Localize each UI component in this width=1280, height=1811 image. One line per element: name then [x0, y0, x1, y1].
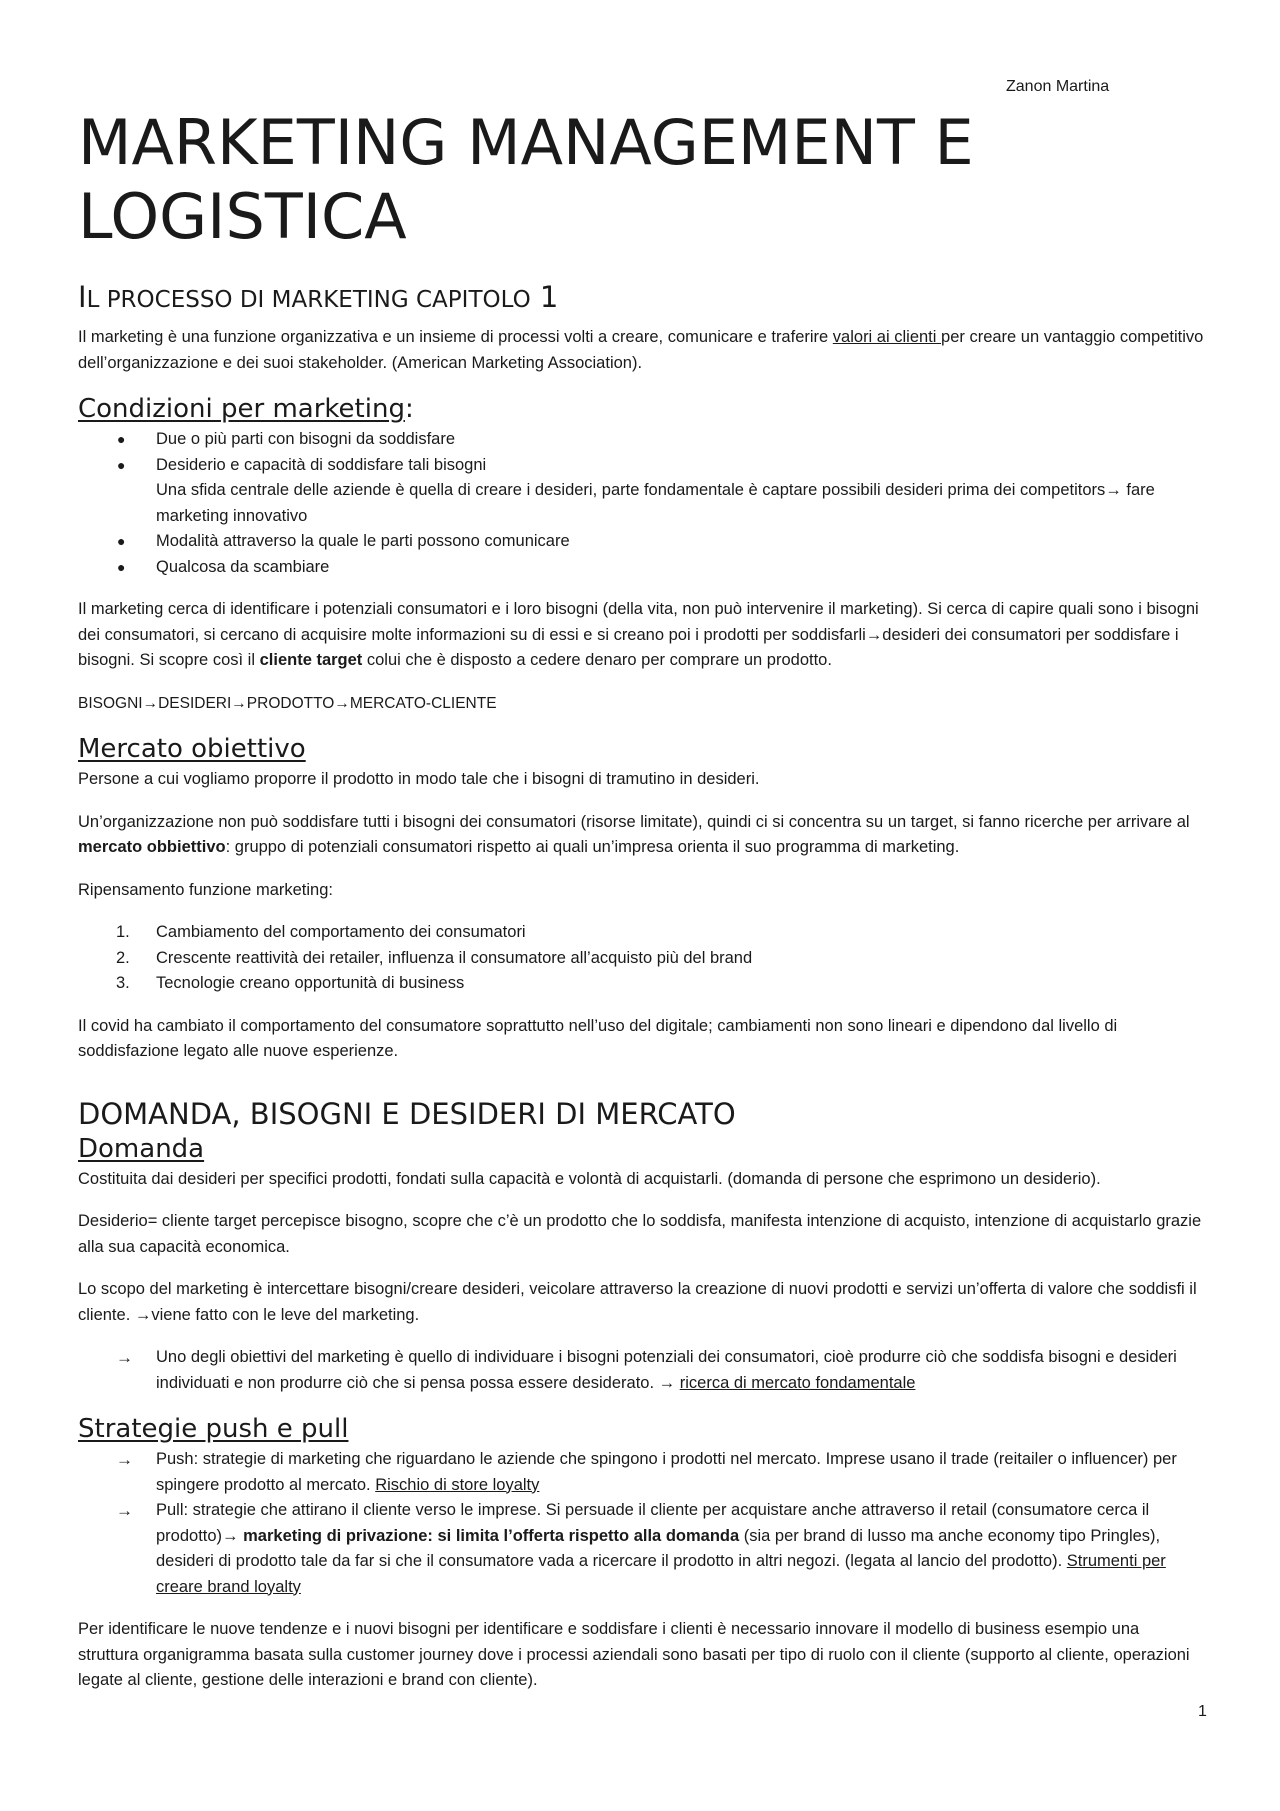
- intro-paragraph: Il marketing è una funzione organizzativa e un insieme di processi volti a creare, comunicare e traferire valori ai clienti per creare un vantaggio competitivo dell’organizzazione e dei suoi stakeholder. (American Marketing Association).: [78, 328, 1204, 372]
- brand-loyalty-link: Strumenti per creare brand loyalty: [156, 1552, 1166, 1596]
- list-item: ● Desiderio e capacità di soddisfare tali bisogni Una sfida centrale delle aziende è quella di creare i desideri, parte fondamentale è captare possibili desideri prima dei competitors→ fare marketing innovativo: [78, 453, 1204, 530]
- section-heading-domanda: DOMANDA, BISOGNI E DESIDERI DI MERCATO: [78, 1096, 736, 1131]
- heading-chapter-num: 1: [530, 280, 559, 314]
- arrow-icon: →: [1105, 481, 1122, 499]
- valori-link: valori ai clienti: [832, 328, 942, 346]
- paragraph-bisogni: Il marketing cerca di identificare i potenziali consumatori e i loro bisogni (della vita, non può intervenire il marketing). Si cerca di capire quali sono i bisogni dei consumatori, si cercano di acquisire molte informazioni su di essi e si creano poi i prodotti per soddisfarli→desideri dei consumatori per soddisfare i bisogni. Si scopre così il cliente target colui che è disposto a cedere denaro per comprare un prodotto.: [78, 600, 1199, 669]
- domanda-heading: Domanda: [78, 1133, 205, 1164]
- cliente-target-bold: cliente target: [259, 651, 363, 669]
- store-loyalty-link: Rischio di store loyalty: [375, 1475, 540, 1494]
- list-item: ● Due o più parti con bisogni da soddisfare: [78, 427, 1204, 453]
- domanda-p2: Desiderio= cliente target percepisce bisogno, scopre che c’è un prodotto che lo soddisfa, manifesta intenzione di acquisto, intenzione di acquistarlo grazie alla sua capacità economica.: [78, 1212, 1202, 1256]
- mercato-p3: Ripensamento funzione marketing:: [78, 880, 333, 899]
- arrow-icon: →: [222, 1526, 239, 1545]
- flow-line: BISOGNI→DESIDERI→PRODOTTO→MERCATO-CLIENTE: [78, 694, 497, 712]
- arrow-icon: →: [658, 1373, 676, 1392]
- bullet-icon: ●: [117, 533, 126, 549]
- list-item: 2. Crescente reattività dei retailer, influenza il consumatore all’acquisto più del brand: [116, 948, 753, 967]
- mercato-heading: Mercato obiettivo: [78, 734, 306, 764]
- list-item: → Uno degli obiettivi del marketing è quello di individuare i bisogni potenziali dei consumatori, cioè produrre ciò che soddisfa bisogni e desideri individuati e non produrre ciò che si pensa possa essere desiderato. → ricerca di mercato fondamentale: [78, 1345, 1204, 1396]
- list-item: ● Modalità attraverso la quale le parti possono comunicare: [78, 529, 1204, 555]
- heading-cap: I: [78, 280, 87, 314]
- section-heading-processo: [78, 278, 1204, 319]
- arrow-icon: →: [865, 625, 883, 644]
- mercato-p4: Il covid ha cambiato il comportamento del consumatore soprattutto nell’uso del digitale; cambiamenti non sono lineari e dipendono dal livello di soddisfazione legato alle nuove esperienze.: [78, 1016, 1118, 1060]
- strategie-list: [78, 1447, 1204, 1600]
- conditions-heading: Condizioni per marketing:: [78, 394, 414, 424]
- final-paragraph: Per identificare le nuove tendenze e i nuovi bisogni per identificare e soddisfare i clienti è necessario innovare il modello di business esempio una struttura organigramma basata sulla customer journey dove i processi aziendali sono basati per tipo di ruolo con il cliente (supporto al cliente, operazioni legate al cliente, gestione delle interazioni e brand con cliente).: [78, 1620, 1190, 1689]
- conditions-list: [78, 427, 1204, 580]
- bullet-icon: ●: [117, 456, 126, 473]
- bullet-icon: ●: [117, 558, 126, 575]
- domanda-p1: Costituita dai desideri per specifici prodotti, fondati sulla capacità e volontà di acquistarli. (domanda di persone che esprimono un desiderio).: [78, 1169, 1101, 1188]
- heading-chapter: CAPITOLO: [416, 287, 531, 313]
- document-title: MARKETING MANAGEMENT E LOGISTICA: [78, 106, 974, 253]
- arrow-icon: →: [134, 1305, 152, 1324]
- arrow-bullet-icon: →: [116, 1450, 133, 1469]
- list-item: ● Qualcosa da scambiare: [78, 555, 1204, 581]
- list-item: 3. Tecnologie creano opportunità di business: [116, 974, 465, 992]
- domanda-p3: Lo scopo del marketing è intercettare bisogni/creare desideri, veicolare attraverso la creazione di nuovi prodotti e servizi un’offerta di valore che soddisfi il cliente. →viene fatto con le leve del marketing.: [78, 1280, 1197, 1324]
- obiettivi-list: [78, 1345, 1204, 1396]
- heading-main: L PROCESSO DI MARKETING: [86, 287, 416, 313]
- list-item: → Pull: strategie che attirano il cliente verso le imprese. Si persuade il cliente per acquistare anche attraverso il retail (consumatore cerca il prodotto)→ marketing di privazione: si limita l’offerta rispetto alla domanda (sia per brand di lusso ma anche economy tipo Pringles), desideri di prodotto tale da far si che il consumatore vada a ricercare il prodotto in altri negozi. (legata al lancio del prodotto). Strumenti per creare brand loyalty: [78, 1498, 1204, 1600]
- page-number: 1: [1198, 1703, 1207, 1720]
- arrow-bullet-icon: →: [116, 1348, 133, 1367]
- author-name: Zanon Martina: [1006, 78, 1110, 95]
- mercato-p2: Un’organizzazione non può soddisfare tutti i bisogni dei consumatori (risorse limitate), quindi ci si concentra su un target, si fanno ricerche per arrivare al mercato obbiettivo: gruppo di potenziali consumatori rispetto ai quali un’impresa orienta il suo programma di marketing.: [78, 812, 1190, 856]
- ricerca-link: ricerca di mercato fondamentale: [679, 1373, 916, 1392]
- strategie-heading: Strategie push e pull: [78, 1414, 349, 1444]
- list-item: → Push: strategie di marketing che riguardano le aziende che spingono i prodotti nel mercato. Imprese usano il trade (reitailer o influencer) per spingere prodotto al mercato. Rischio di store loyalty: [78, 1447, 1204, 1498]
- arrow-bullet-icon: →: [116, 1501, 133, 1520]
- list-item: 1. Cambiamento del comportamento dei consumatori: [116, 923, 526, 941]
- ripensamento-list: [78, 920, 1204, 997]
- mercato-p1: Persone a cui vogliamo proporre il prodotto in modo tale che i bisogni di tramutino in desideri.: [78, 770, 760, 788]
- bullet-icon: ●: [117, 431, 126, 447]
